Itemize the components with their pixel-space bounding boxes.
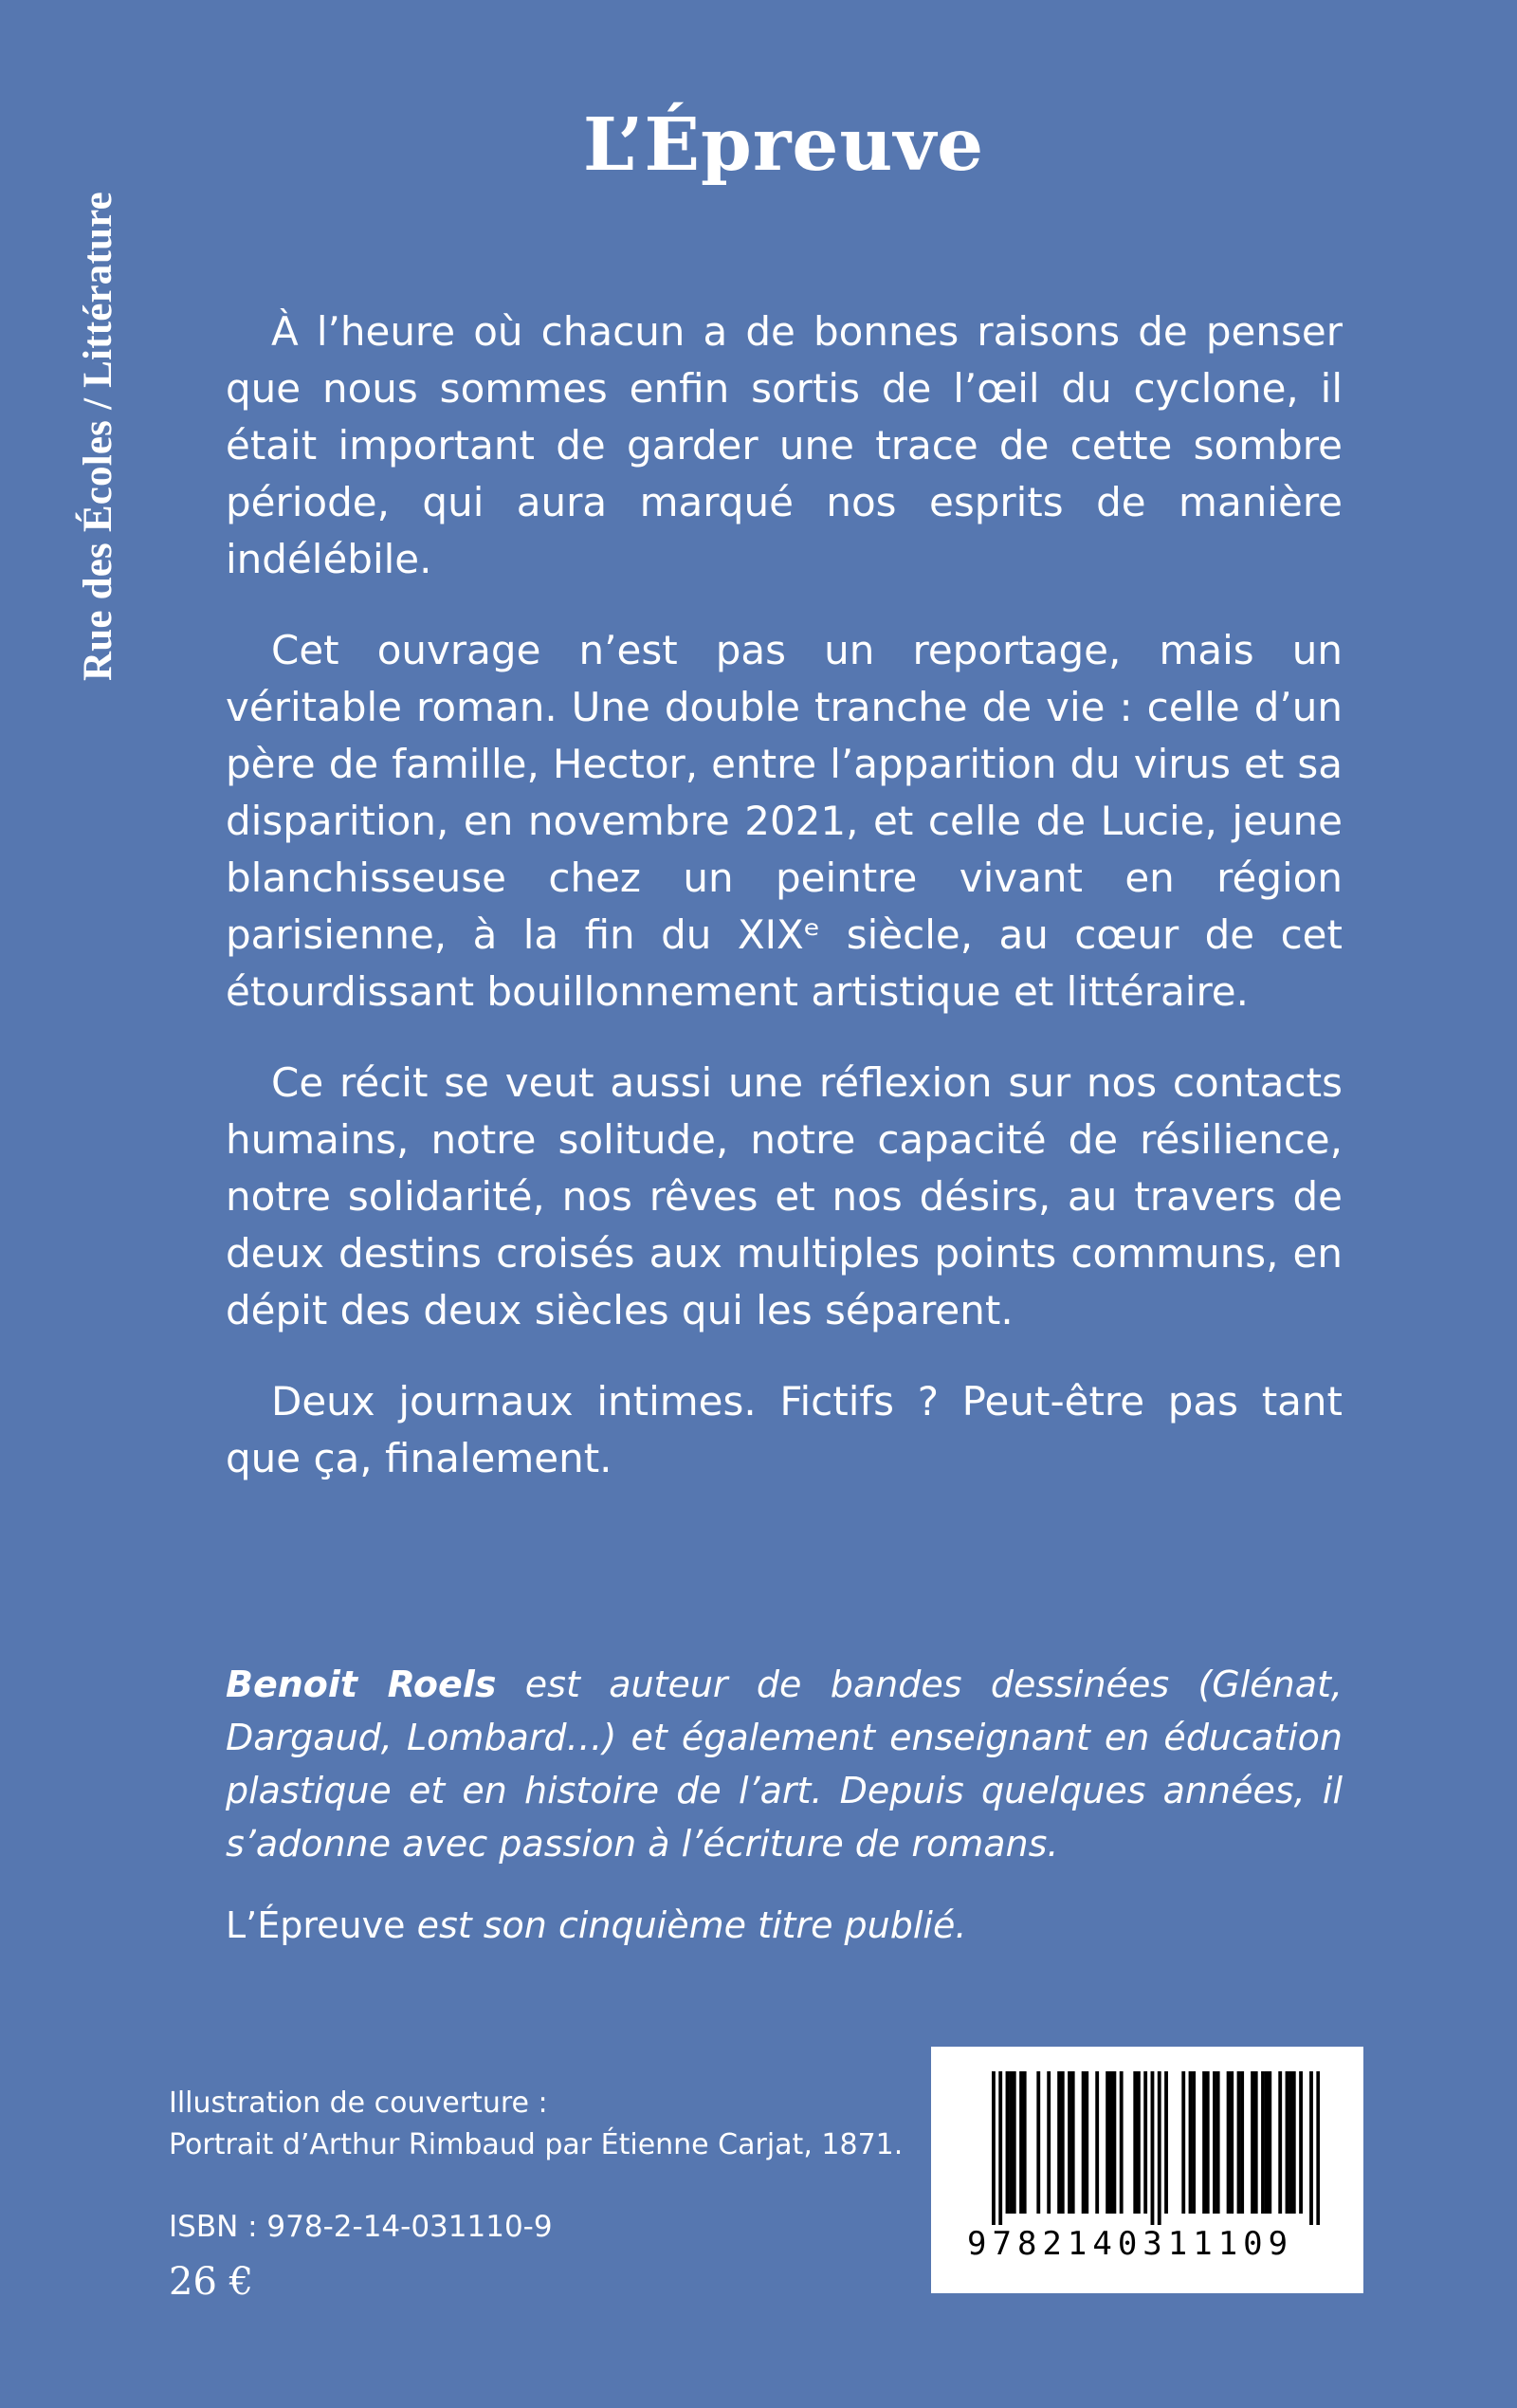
- barcode-bar: [1251, 2071, 1254, 2214]
- barcode-bar: [1068, 2071, 1071, 2214]
- barcode-bar: [1137, 2071, 1141, 2214]
- barcode-bar: [1143, 2071, 1147, 2214]
- barcode-bar: [1071, 2071, 1075, 2214]
- barcode-bar: [998, 2071, 1002, 2225]
- barcode-bar: [1112, 2071, 1116, 2214]
- barcode-bar: [1036, 2071, 1040, 2214]
- cover-credit-label: Illustration de couverture :: [169, 2086, 548, 2120]
- barcode-bar: [1309, 2071, 1313, 2225]
- blurb-paragraph-2: Cet ouvrage n’est pas un reportage, mais un véritable roman. Une double tranche de vie : celle d’un père de famille, Hector, entre l’apparition du virus et sa disparition, en novembre 2021, et celle de Lucie, jeune blanchisseuse chez un peintre vivant en région parisienne, à la fin du XIXᵉ siècle, au cœur de cet étourdissant bouillonnement artistique et littéraire.: [226, 627, 1343, 1015]
- barcode-bar: [992, 2071, 996, 2225]
- barcode-bar: [1047, 2071, 1051, 2214]
- cover-credit-text: Portrait d’Arthur Rimbaud par Étienne Carjat, 1871.: [169, 2128, 904, 2161]
- barcode-bar: [1057, 2071, 1061, 2214]
- barcode-bar: [1268, 2071, 1271, 2214]
- barcode-bar: [1289, 2071, 1292, 2214]
- barcode-bar: [1230, 2071, 1234, 2214]
- barcode-bar: [1106, 2071, 1109, 2214]
- barcode-bar: [1133, 2071, 1137, 2214]
- barcode-bar: [1013, 2071, 1016, 2214]
- barcode: [931, 2047, 1363, 2293]
- barcode-bar: [1009, 2071, 1013, 2214]
- barcode-bar: [1237, 2071, 1241, 2214]
- isbn: ISBN : 978-2-14-031110-9: [169, 2210, 553, 2244]
- barcode-bar: [1316, 2071, 1320, 2225]
- price: 26 €: [169, 2260, 254, 2304]
- barcode-bar: [1278, 2071, 1282, 2214]
- barcode-bar: [1202, 2071, 1206, 2214]
- author-bio-paragraph: [226, 1658, 1343, 1870]
- barcode-bar: [1085, 2071, 1088, 2214]
- barcode-bar: [1109, 2071, 1113, 2214]
- barcode-bar: [1265, 2071, 1269, 2214]
- barcode-bar: [1216, 2071, 1220, 2214]
- barcode-bar: [1164, 2071, 1168, 2214]
- barcode-bar: [1061, 2071, 1065, 2214]
- barcode-bar: [1023, 2071, 1027, 2214]
- blurb-paragraph-3: Ce récit se veut aussi une réflexion sur nos contacts humains, notre solitude, notre capacité de résilience, notre solidarité, nos rêves et nos désirs, au travers de deux destins croisés aux multiples points communs, en dépit des deux siècles qui les séparent.: [226, 1059, 1343, 1333]
- bio-closing-text: est son cinquième titre publié.: [405, 1904, 967, 1946]
- barcode-bars: [992, 2071, 1320, 2225]
- blurb-paragraph-4: Deux journaux intimes. Fictifs ? Peut-être pas tant que ça, finalement.: [226, 1378, 1343, 1481]
- barcode-bar: [1292, 2071, 1296, 2214]
- barcode-bar: [1158, 2071, 1161, 2225]
- barcode-bar: [1192, 2071, 1196, 2214]
- author-bio-closing: [226, 1899, 1343, 1952]
- book-title: L’Épreuve: [582, 102, 985, 188]
- barcode-bar: [1189, 2071, 1193, 2214]
- barcode-bar: [1299, 2071, 1303, 2214]
- barcode-bar: [1261, 2071, 1265, 2214]
- author-bio-text: est auteur de bandes dessinées (Glénat, Dargaud, Lombard…) et également enseignant en éducation plastique et en histoire de l’art. Depuis quelques années, il s’adonne avec passion à l’écriture de romans.: [226, 1664, 1343, 1865]
- barcode-bar: [1082, 2071, 1086, 2214]
- barcode-bar: [1254, 2071, 1258, 2214]
- barcode-bar: [1120, 2071, 1124, 2214]
- barcode-bar: [1019, 2071, 1023, 2214]
- barcode-bar: [1286, 2071, 1289, 2214]
- bio-book-title: L’Épreuve: [226, 1904, 406, 1946]
- author-name: Benoit Roels: [226, 1664, 497, 1705]
- cover-credit: [169, 2083, 927, 2166]
- barcode-bar: [1181, 2071, 1185, 2214]
- barcode-bar: [1095, 2071, 1099, 2214]
- barcode-bar: [1006, 2071, 1010, 2214]
- back-cover-blurb: [226, 303, 1343, 1487]
- spine-collection-label: Rue des Écoles / Littérature: [76, 192, 120, 681]
- barcode-digits: 9782140311109: [967, 2225, 1294, 2263]
- blurb-paragraph-1: À l’heure où chacun a de bonnes raisons de penser que nous sommes enfin sortis de l’œil du cyclone, il était important de garder une trace de cette sombre période, qui aura marqué nos esprits de manière indélébile.: [226, 308, 1343, 582]
- barcode-bar: [1151, 2071, 1155, 2225]
- barcode-bar: [1240, 2071, 1244, 2214]
- barcode-bar: [1213, 2071, 1216, 2214]
- barcode-bar: [1227, 2071, 1231, 2214]
- author-bio: [226, 1658, 1343, 1980]
- barcode-bar: [1206, 2071, 1210, 2214]
